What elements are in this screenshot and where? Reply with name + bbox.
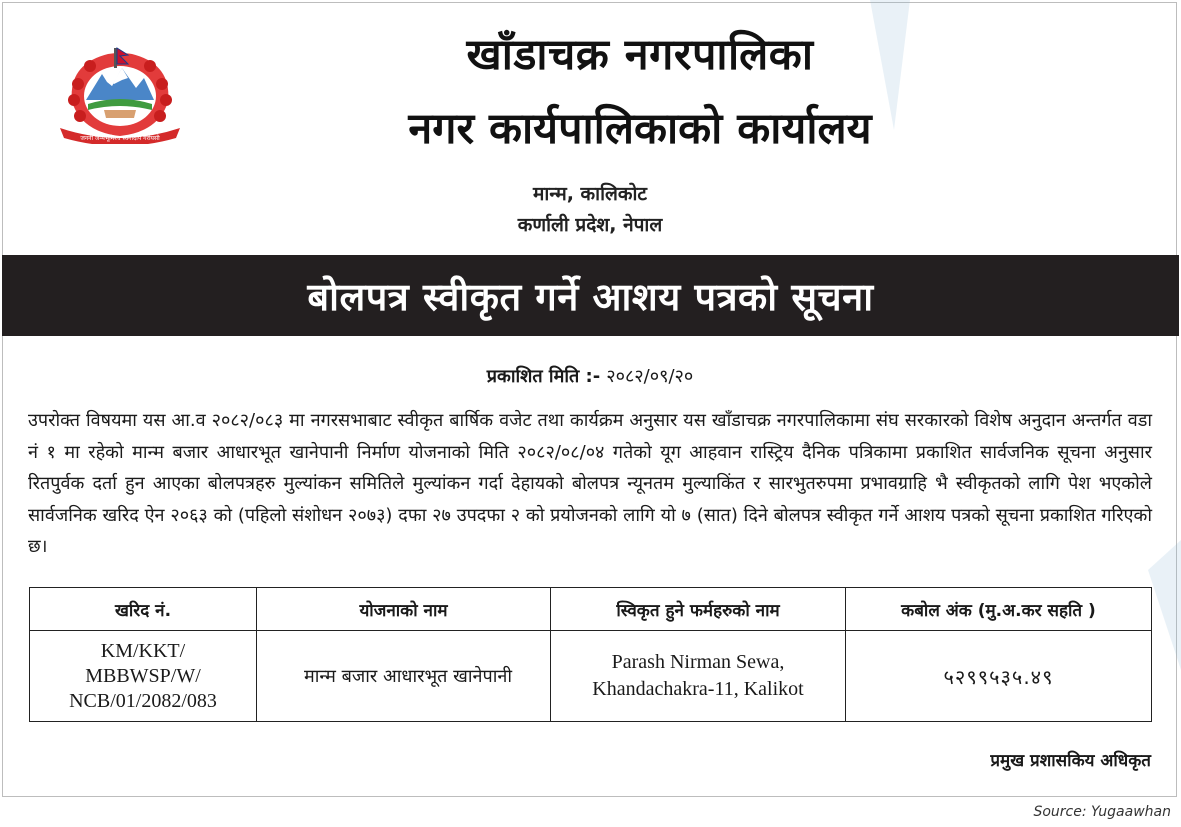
notice-body: उपरोक्त विषयमा यस आ.व २०८२/०८३ मा नगरसभाबाट स्वीकृत बार्षिक वजेट तथा कार्यक्रम अनुसार यस खाँडाचक्र नगरपालिकामा संघ सरकारको विशेष अनुदान अन्तर्गत वडा नं १ मा रहेको मान्म बजार आधारभूत खानेपानी निर्माण योजनाको मिति २०८२/०८/०४ गतेको यूग आहवान रास्ट्रिय दैनिक पत्रिकामा प्रकाशित सार्वजनिक सूचना अनुसार रितपुर्वक दर्ता हुन आएका बोलपत्रहरु मुल्यांकन समितिले मुल्यांकन गर्दा देहायको बोलपत्र न्यूनतम मुल्याकिंत र सारभुतरुपमा प्रभावग्राहि भै स्वीकृतको लागि पेश भएकोले सार्वजनिक खरिद ऐन २०६३ को (पहिलो संशोधन २०७३) दफा २७ उपदफा २ को प्रयोजनको लागि यो ७ (सात) दिने बोलपत्र स्वीकृत गर्ने आशय पत्रको सूचना प्रकाशित गरिएको छ। (28, 410, 1152, 557)
header-procurement-no: खरिद नं. (30, 588, 257, 631)
project-name: मान्म बजार आधारभूत खानेपानी (257, 631, 551, 722)
firm-name-line: Parash Nirman Sewa, (611, 651, 785, 673)
header-bid-amount: कबोल अंक (मु.अ.कर सहति ) (846, 588, 1152, 631)
bid-amount: ५२९९५३५.४९ (846, 631, 1152, 722)
procurement-code-line: MBBWSP/W/ (85, 664, 201, 687)
firm-name-line: Khandachakra-11, Kalikot (592, 678, 804, 700)
header-firm-name: स्विकृत हुने फर्महरुको नाम (551, 588, 846, 631)
nepal-emblem-icon (58, 44, 182, 144)
table-row (30, 631, 1152, 722)
procurement-code-line: NCB/01/2082/083 (69, 689, 217, 712)
source-credit: Source: Yugaawhan (1033, 804, 1171, 820)
procurement-code (30, 631, 257, 722)
emblem-motto: जननी जन्मभूमिश्च स्वर्गादपि गरीयसी (80, 135, 160, 142)
published-date-line (340, 364, 840, 388)
published-date-value: २०८२/०९/२० (606, 366, 694, 387)
bid-table (29, 587, 1152, 722)
notice-banner (2, 255, 1179, 336)
address-line-2: कर्णाली प्रदेश, नेपाल (517, 214, 663, 236)
procurement-code-line: KM/KKT/ (100, 639, 186, 662)
published-date-label: प्रकाशित मिति :- (486, 366, 601, 387)
municipality-title: खाँडाचक्र नगरपालिका (466, 30, 814, 80)
header-project-name: योजनाको नाम (257, 588, 551, 631)
signatory-title: प्रमुख प्रशासकिय अधिकृत (990, 751, 1151, 771)
firm-name (551, 631, 846, 722)
address-line-1: मान्म, कालिकोट (533, 183, 647, 205)
table-header-row (30, 588, 1152, 631)
office-title: नगर कार्यपालिकाको कार्यालय (408, 104, 872, 154)
notice-title: बोलपत्र स्वीकृत गर्ने आशय पत्रको सूचना (307, 274, 874, 319)
watermark-shape-icon (1148, 540, 1181, 670)
